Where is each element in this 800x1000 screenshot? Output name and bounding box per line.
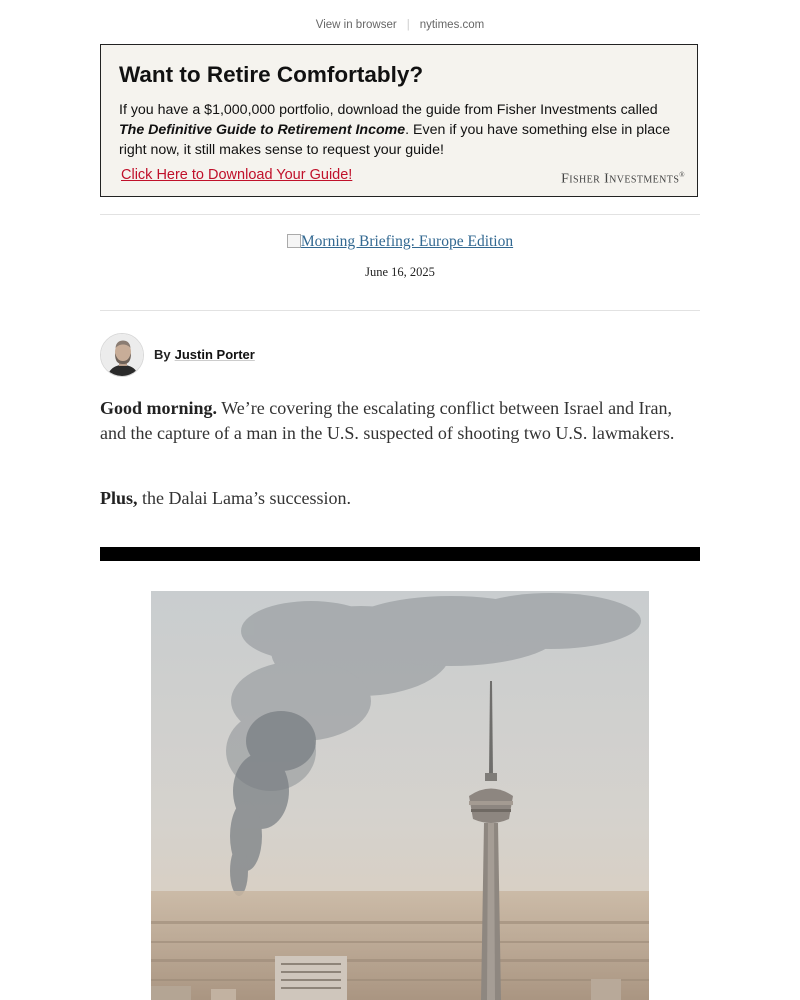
top-utility-bar: [0, 17, 800, 33]
masthead: [0, 233, 800, 251]
lead-photo[interactable]: [151, 591, 649, 1000]
broken-image-icon: [287, 234, 301, 248]
plus-paragraph: [100, 486, 690, 511]
intro-paragraph: [100, 396, 690, 446]
intro-lead: Good morning.: [100, 398, 218, 418]
divider-top: [100, 214, 700, 215]
masthead-link[interactable]: Morning Briefing: Europe Edition: [300, 233, 514, 250]
section-divider-bar: [100, 547, 700, 561]
ad-brand-mark: ®: [679, 171, 685, 179]
ad-body-prefix: If you have a $1,000,000 portfolio, download the guide from Fisher Investments called: [119, 102, 658, 118]
byline-prefix: By: [154, 347, 171, 362]
ad-brand-logo: [561, 171, 685, 188]
author-avatar: [100, 333, 144, 377]
ad-guide-title: The Definitive Guide to Retirement Income: [119, 122, 406, 138]
ad-brand-name: Fisher Investments: [561, 171, 680, 187]
view-in-browser-link[interactable]: View in browser: [315, 19, 397, 31]
byline: [100, 332, 255, 377]
plus-lead: Plus,: [100, 488, 138, 508]
ad-body-suffix: . Even if you have something else in place right now, it still makes sense to request your guide!: [119, 122, 671, 158]
topbar-separator: |: [406, 19, 410, 31]
plus-text: the Dalai Lama’s succession.: [137, 488, 351, 508]
divider-bottom: [100, 310, 700, 311]
tehran-skyline-image: [151, 591, 649, 1000]
nytimes-link[interactable]: nytimes.com: [419, 19, 485, 31]
intro-text: We’re covering the escalating conflict between Israel and Iran, and the capture of a man in the U.S. suspected of shooting two U.S. lawmakers.: [100, 398, 675, 443]
author-link[interactable]: Justin Porter: [174, 347, 255, 362]
fisher-ad-banner[interactable]: [100, 44, 698, 197]
ad-headline: Want to Retire Comfortably?: [119, 62, 424, 87]
issue-date: June 16, 2025: [365, 265, 435, 279]
author-portrait-icon: [101, 334, 144, 377]
ad-download-link[interactable]: Click Here to Download Your Guide!: [121, 167, 353, 183]
ad-body: [119, 100, 684, 160]
